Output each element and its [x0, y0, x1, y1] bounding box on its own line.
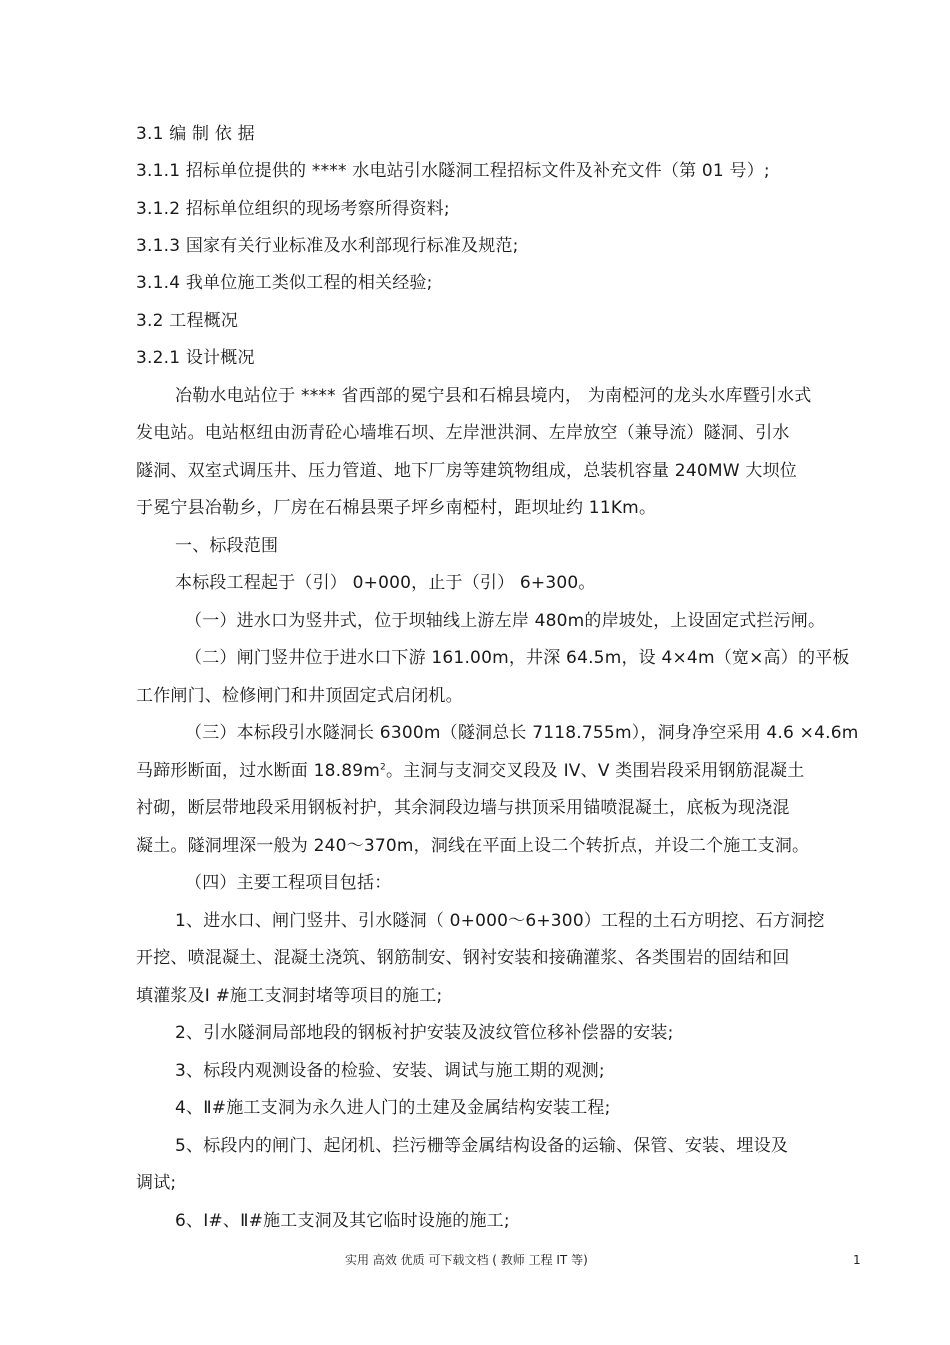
- heading-3-2: 3.2 工程概况: [136, 311, 239, 331]
- scope-item-3-text-b: 。主洞与支洞交叉段及 IV、V 类围岩段采用钢筋混凝土: [385, 761, 805, 781]
- work-item-1-line-3: 填灌浆及Ⅰ #施工支洞封堵等项目的施工;: [136, 986, 443, 1006]
- work-item-3: 3、标段内观测设备的检验、安装、调试与施工期的观测;: [175, 1061, 605, 1081]
- overview-line-2: 发电站。电站枢纽由沥青砼心墙堆石坝、左岸泄洪洞、左岸放空（兼导流）隧洞、引水: [136, 423, 790, 443]
- basis-item-3-1-1: 3.1.1 招标单位提供的 **** 水电站引水隧洞工程招标文件及补充文件（第 01 号）;: [136, 161, 770, 181]
- work-item-1-line-1: 1、进水口、闸门竖井、引水隧洞（ 0+000～6+300）工程的土石方明挖、石方洞挖: [175, 911, 825, 931]
- scope-item-2-line-1: （二）闸门竖井位于进水口下游 161.00m，井深 64.5m，设 4×4m（宽×高）的平板: [185, 648, 850, 668]
- section-scope-heading: 一、标段范围: [175, 536, 279, 556]
- basis-item-3-1-4: 3.1.4 我单位施工类似工程的相关经验;: [136, 273, 433, 293]
- heading-3-2-1: 3.2.1 设计概况: [136, 348, 255, 368]
- work-item-4: 4、Ⅱ#施工支洞为永久进人门的土建及金属结构安装工程;: [175, 1098, 611, 1118]
- footer-text: 实用 高效 优质 可下载文档 ( 教师 工程 IT 等): [345, 1253, 588, 1267]
- scope-text: 本标段工程起于（引） 0+000，止于（引） 6+300。: [175, 573, 596, 593]
- scope-item-3-text-a: 马蹄形断面，过水断面 18.89m: [136, 761, 381, 781]
- scope-item-3-line-4: 凝土。隧洞埋深一般为 240～370m，洞线在平面上设二个转折点，并设二个施工支洞。: [136, 836, 810, 856]
- work-item-5-line-2: 调试;: [136, 1173, 177, 1193]
- superscript-square: 2: [380, 762, 386, 773]
- scope-item-1: （一）进水口为竖井式，位于坝轴线上游左岸 480m的岸坡处，上设固定式拦污闸。: [185, 611, 826, 631]
- page-number: 1: [853, 1253, 861, 1267]
- overview-line-1: 冶勒水电站位于 **** 省西部的冕宁县和石棉县境内， 为南椏河的龙头水库暨引水式: [175, 386, 812, 406]
- scope-item-3-line-1: （三）本标段引水隧洞长 6300m（隧洞总长 7118.755m），洞身净空采用 4.6 ×4.6m: [185, 723, 859, 743]
- work-item-6: 6、Ⅰ#、Ⅱ#施工支洞及其它临时设施的施工;: [175, 1211, 510, 1231]
- heading-3-1: 3.1 编 制 依 据: [136, 124, 255, 144]
- scope-item-2-line-2: 工作闸门、检修闸门和井顶固定式启闭机。: [136, 686, 463, 706]
- basis-item-3-1-3: 3.1.3 国家有关行业标准及水利部现行标准及规范;: [136, 236, 519, 256]
- work-item-2: 2、引水隧洞局部地段的钢板衬护安装及波纹管位移补偿器的安装;: [175, 1023, 674, 1043]
- work-item-1-line-2: 开挖、喷混凝土、混凝土浇筑、钢筋制安、钢衬安装和接确灌浆、各类围岩的固结和回: [136, 948, 790, 968]
- scope-item-3-line-2: [136, 760, 804, 782]
- overview-line-3: 隧洞、双室式调压井、压力管道、地下厂房等建筑物组成，总装机容量 240MW 大坝位: [136, 461, 797, 481]
- scope-item-3-line-3: 衬砌，断层带地段采用钢板衬护，其余洞段边墙与拱顶采用锚喷混凝土，底板为现浇混: [136, 798, 790, 818]
- scope-item-4: （四）主要工程项目包括：: [185, 873, 392, 893]
- overview-line-4: 于冕宁县冶勒乡，厂房在石棉县栗子坪乡南椏村，距坝址约 11Km。: [136, 498, 657, 518]
- work-item-5-line-1: 5、标段内的闸门、起闭机、拦污栅等金属结构设备的运输、保管、安装、埋设及: [175, 1136, 789, 1156]
- basis-item-3-1-2: 3.1.2 招标单位组织的现场考察所得资料;: [136, 199, 450, 219]
